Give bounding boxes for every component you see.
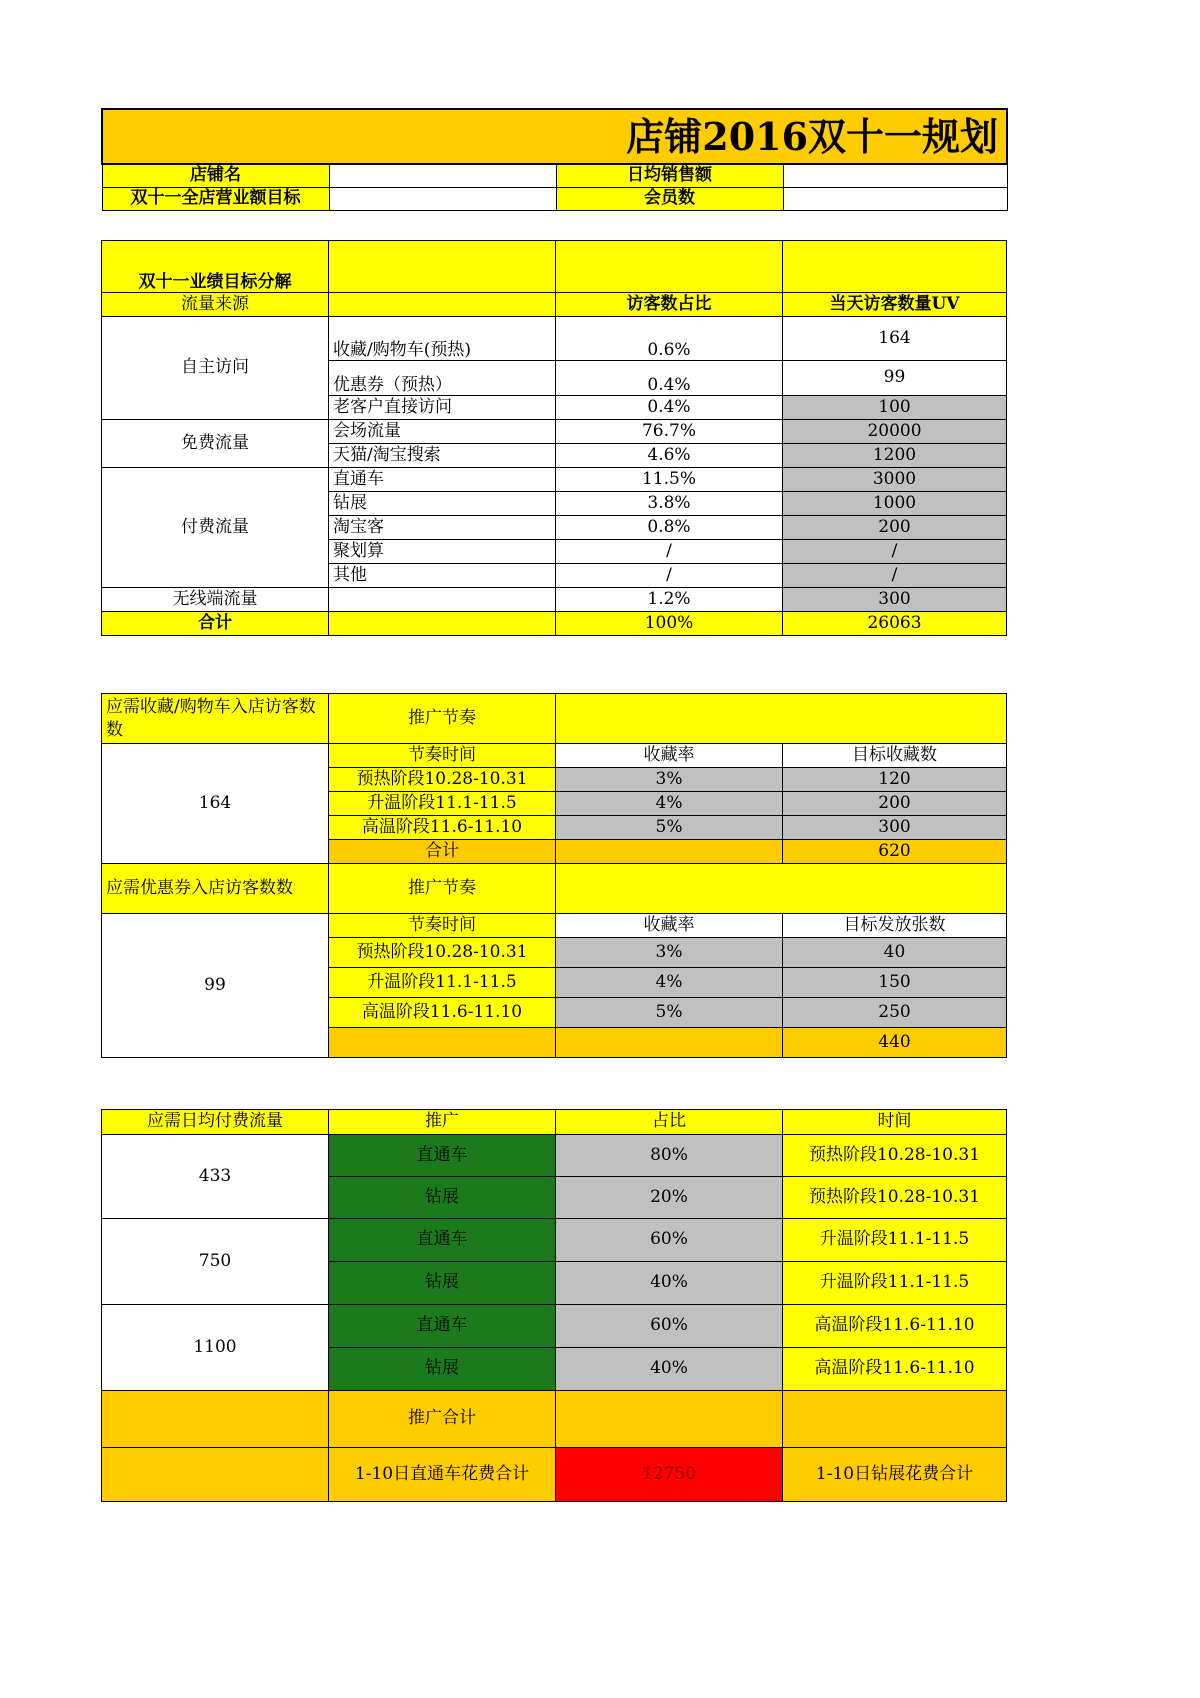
paid-row-promo: 钻展 bbox=[329, 1177, 556, 1219]
row-ratio: 0.4% bbox=[556, 361, 783, 396]
ztc-cost-value: 12750 bbox=[556, 1448, 783, 1502]
row-uv: 99 bbox=[783, 361, 1007, 396]
row-uv: / bbox=[783, 540, 1007, 564]
coupon-col-rate: 收藏率 bbox=[556, 914, 783, 938]
fav-total-label: 合计 bbox=[329, 840, 556, 864]
member-count-value[interactable] bbox=[783, 187, 1007, 210]
col-traffic-source: 流量来源 bbox=[102, 293, 329, 317]
revenue-target-label: 双十一全店营业额目标 bbox=[102, 187, 329, 210]
coupon-row-rate: 3% bbox=[556, 938, 783, 968]
fav-col-rate: 收藏率 bbox=[556, 744, 783, 768]
paid-row-share: 40% bbox=[556, 1262, 783, 1305]
blank-cell bbox=[102, 1391, 329, 1448]
paid-row-share: 60% bbox=[556, 1305, 783, 1348]
promo-total-label: 推广合计 bbox=[329, 1391, 556, 1448]
paid-row-share: 60% bbox=[556, 1219, 783, 1262]
fav-table bbox=[101, 693, 1007, 1058]
group-label: 付费流量 bbox=[102, 468, 329, 588]
row-source: 直通车 bbox=[329, 468, 556, 492]
paid-group-value: 433 bbox=[102, 1135, 329, 1219]
paid-row-time: 高温阶段11.6-11.10 bbox=[783, 1305, 1007, 1348]
coupon-value: 99 bbox=[102, 914, 329, 1058]
coupon-row-rate: 4% bbox=[556, 968, 783, 998]
page-title: 店铺2016双十一规划 bbox=[102, 109, 1007, 164]
col-visitor-ratio: 访客数占比 bbox=[556, 293, 783, 317]
paid-row-promo: 钻展 bbox=[329, 1262, 556, 1305]
revenue-target-value[interactable] bbox=[329, 187, 556, 210]
coupon-title: 应需优惠券入店访客数数 bbox=[102, 864, 329, 914]
fav-rhythm-label: 推广节奏 bbox=[329, 694, 556, 744]
row-uv: 1200 bbox=[783, 444, 1007, 468]
fav-col-target: 目标收藏数 bbox=[783, 744, 1007, 768]
paid-group-value: 750 bbox=[102, 1219, 329, 1305]
row-ratio: 1.2% bbox=[556, 588, 783, 612]
ztc-cost-label: 1-10日直通车花费合计 bbox=[329, 1448, 556, 1502]
paid-row-time: 升温阶段11.1-11.5 bbox=[783, 1219, 1007, 1262]
fav-title: 应需收藏/购物车入店访客数数 bbox=[102, 694, 329, 744]
blank-cell bbox=[329, 293, 556, 317]
row-source: 收藏/购物车(预热) bbox=[329, 317, 556, 361]
fav-row-time: 高温阶段11.6-11.10 bbox=[329, 816, 556, 840]
blank-cell bbox=[783, 241, 1007, 293]
coupon-row-target: 150 bbox=[783, 968, 1007, 998]
fav-row-rate: 5% bbox=[556, 816, 783, 840]
coupon-row-target: 40 bbox=[783, 938, 1007, 968]
row-ratio: 0.4% bbox=[556, 396, 783, 420]
row-uv: 1000 bbox=[783, 492, 1007, 516]
row-ratio: / bbox=[556, 540, 783, 564]
blank-cell bbox=[556, 1028, 783, 1058]
row-source: 淘宝客 bbox=[329, 516, 556, 540]
row-uv: 100 bbox=[783, 396, 1007, 420]
row-ratio: 0.8% bbox=[556, 516, 783, 540]
coupon-row-time: 升温阶段11.1-11.5 bbox=[329, 968, 556, 998]
paid-row-promo: 钻展 bbox=[329, 1348, 556, 1391]
paid-row-time: 预热阶段10.28-10.31 bbox=[783, 1135, 1007, 1177]
shop-name-value[interactable] bbox=[329, 164, 556, 187]
row-ratio: 0.6% bbox=[556, 317, 783, 361]
fav-value: 164 bbox=[102, 744, 329, 864]
paid-row-share: 40% bbox=[556, 1348, 783, 1391]
blank-cell bbox=[556, 840, 783, 864]
blank-cell bbox=[102, 1448, 329, 1502]
fav-col-time: 节奏时间 bbox=[329, 744, 556, 768]
paid-row-time: 升温阶段11.1-11.5 bbox=[783, 1262, 1007, 1305]
row-source: 天猫/淘宝搜索 bbox=[329, 444, 556, 468]
blank-cell bbox=[556, 241, 783, 293]
row-ratio: 11.5% bbox=[556, 468, 783, 492]
blank-cell bbox=[783, 1391, 1007, 1448]
paid-col-share: 占比 bbox=[556, 1110, 783, 1135]
blank-cell bbox=[329, 1028, 556, 1058]
row-source: 钻展 bbox=[329, 492, 556, 516]
paid-col-promo: 推广 bbox=[329, 1110, 556, 1135]
blank-cell bbox=[556, 864, 1007, 914]
paid-group-value: 1100 bbox=[102, 1305, 329, 1391]
paid-col-time: 时间 bbox=[783, 1110, 1007, 1135]
row-source bbox=[329, 588, 556, 612]
row-uv: 20000 bbox=[783, 420, 1007, 444]
row-ratio: / bbox=[556, 564, 783, 588]
daily-sales-label: 日均销售额 bbox=[556, 164, 783, 187]
blank-cell bbox=[556, 694, 1007, 744]
daily-sales-value[interactable] bbox=[783, 164, 1007, 187]
coupon-row-time: 预热阶段10.28-10.31 bbox=[329, 938, 556, 968]
fav-row-target: 300 bbox=[783, 816, 1007, 840]
fav-row-target: 120 bbox=[783, 768, 1007, 792]
fav-row-time: 预热阶段10.28-10.31 bbox=[329, 768, 556, 792]
group-label: 自主访问 bbox=[102, 317, 329, 420]
row-uv: 3000 bbox=[783, 468, 1007, 492]
col-visitor-uv: 当天访客数量UV bbox=[783, 293, 1007, 317]
header-table bbox=[101, 108, 1008, 211]
fav-row-rate: 4% bbox=[556, 792, 783, 816]
paid-table bbox=[101, 1109, 1007, 1502]
breakdown-section-title: 双十一业绩目标分解 bbox=[102, 241, 329, 293]
paid-row-time: 高温阶段11.6-11.10 bbox=[783, 1348, 1007, 1391]
paid-row-promo: 直通车 bbox=[329, 1305, 556, 1348]
zz-cost-label: 1-10日钻展花费合计 bbox=[783, 1448, 1007, 1502]
blank-cell bbox=[556, 1391, 783, 1448]
group-label: 无线端流量 bbox=[102, 588, 329, 612]
coupon-row-time: 高温阶段11.6-11.10 bbox=[329, 998, 556, 1028]
row-uv: / bbox=[783, 564, 1007, 588]
breakdown-table bbox=[101, 240, 1007, 636]
blank-cell bbox=[329, 612, 556, 636]
row-source: 优惠券（预热） bbox=[329, 361, 556, 396]
fav-row-rate: 3% bbox=[556, 768, 783, 792]
blank-cell bbox=[329, 241, 556, 293]
coupon-total: 440 bbox=[783, 1028, 1007, 1058]
total-uv: 26063 bbox=[783, 612, 1007, 636]
row-ratio: 3.8% bbox=[556, 492, 783, 516]
group-label: 免费流量 bbox=[102, 420, 329, 468]
fav-row-target: 200 bbox=[783, 792, 1007, 816]
row-source: 其他 bbox=[329, 564, 556, 588]
coupon-col-time: 节奏时间 bbox=[329, 914, 556, 938]
paid-row-time: 预热阶段10.28-10.31 bbox=[783, 1177, 1007, 1219]
paid-row-share: 80% bbox=[556, 1135, 783, 1177]
coupon-row-target: 250 bbox=[783, 998, 1007, 1028]
coupon-col-target: 目标发放张数 bbox=[783, 914, 1007, 938]
row-uv: 164 bbox=[783, 317, 1007, 361]
row-uv: 300 bbox=[783, 588, 1007, 612]
paid-row-promo: 直通车 bbox=[329, 1219, 556, 1262]
shop-name-label: 店铺名 bbox=[102, 164, 329, 187]
row-uv: 200 bbox=[783, 516, 1007, 540]
row-ratio: 4.6% bbox=[556, 444, 783, 468]
row-source: 老客户直接访问 bbox=[329, 396, 556, 420]
total-ratio: 100% bbox=[556, 612, 783, 636]
coupon-row-rate: 5% bbox=[556, 998, 783, 1028]
paid-row-share: 20% bbox=[556, 1177, 783, 1219]
paid-row-promo: 直通车 bbox=[329, 1135, 556, 1177]
total-label: 合计 bbox=[102, 612, 329, 636]
row-source: 聚划算 bbox=[329, 540, 556, 564]
paid-col-traffic: 应需日均付费流量 bbox=[102, 1110, 329, 1135]
fav-row-time: 升温阶段11.1-11.5 bbox=[329, 792, 556, 816]
row-source: 会场流量 bbox=[329, 420, 556, 444]
member-count-label: 会员数 bbox=[556, 187, 783, 210]
fav-total: 620 bbox=[783, 840, 1007, 864]
row-ratio: 76.7% bbox=[556, 420, 783, 444]
coupon-rhythm-label: 推广节奏 bbox=[329, 864, 556, 914]
